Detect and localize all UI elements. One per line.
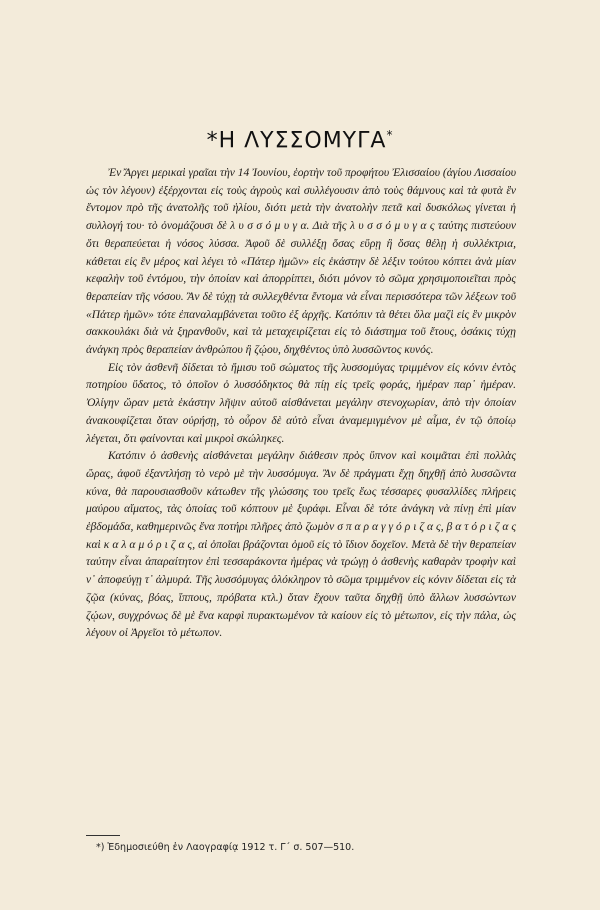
body-text [86, 165, 516, 643]
paragraph: Κατόπιν ὁ ἀσθενὴς αἰσθάνεται μεγάλην διάθεσιν πρὸς ὕπνον καὶ κοιμᾶται ἐπὶ πολλὰς ὥρας, ἀφοῦ ἐξαντλήσῃ τὸ νερὸ μὲ τὴν λυσσόμυγα. Ἂν δὲ πράγματι ἔχῃ δηχθῇ ἀπὸ λυσσῶντα κύνα, θὰ παρουσιασθοῦν κάτωθεν τῆς γλώσσης του τρεῖς ἕως τέσσαρες φυσαλλίδες πλήρεις μαύρου αἵματος, τὰς ὁποίας τοῦ κόπτουν μὲ ξυράφι. Εἶναι δὲ τότε ἀνάγκη νὰ πίνῃ ἐπὶ μίαν ἑβδομάδα, καθημερινῶς ἕνα ποτήρι πλῆρες ἀπὸ ζωμὸν σ π α ρ α γ γ ό ρ ι ζ α ς, β α τ ό ρ ι ζ α ς καὶ κ α λ α μ ό ρ ι ζ α ς, αἱ ὁποῖαι βράζονται ὁμοῦ εἰς τὸ ἴδιον δοχεῖον. Μετὰ δὲ τὴν θεραπείαν ταύτην εἶναι ἀπαραίτητον ἐπὶ τεσσαράκοντα ἡμέρας νὰ τρώγῃ ὁ ἀσθενὴς καθαρὰν τροφὴν καὶ ν᾽ ἀποφεύγῃ τ᾽ ἀλμυρά. Τῆς λυσσόμυγας ὁλόκληρον τὸ σῶμα τριμμένον εἰς κόνιν δίδεται εἰς τὰ ζῷα (κύνας, βόας, ἵππους, πρόβατα κτλ.) ὅταν ἔχουν ταῦτα δηχθῇ ὑπὸ ἄλλων λυσσώντων ζῴων, συγχρόνως δὲ μὲ ἕνα καρφὶ πυρακτωμένον τὰ καίουν εἰς τὸ μέτωπον, εἰς τὴν πάλα, ὡς λέγουν οἱ Ἀργεῖοι τὸ μέτωπον. [86, 450, 516, 640]
paragraph: Εἰς τὸν ἀσθενῆ δίδεται τὸ ἥμισυ τοῦ σώματος τῆς λυσσομύγας τριμμένον εἰς κόνιν ἐντὸς ποτηρίου ὕδατος, τὸ ὁποῖον ὁ λυσσόδηκτος θὰ πίῃ εἰς τρεῖς φοράς, ἡμέραν παρ᾽ ἡμέραν. Ὀλίγην ὥραν μετὰ ἑκάστην λῆψιν αὐτοῦ αἰσθάνεται μεγάλην στενοχωρίαν, ἀπὸ τὴν ὁποίαν ἀνακουφίζεται ὅταν οὐρήσῃ, τὸ οὖρον δὲ αὐτὸ εἶναι ἀναμεμιγμένον μὲ αἷμα, ἐν τῷ ὁποίῳ λέγεται, ὅτι φαίνονται καὶ μικροὶ σκώληκες. [86, 361, 516, 445]
title-text: *Η ΛΥΣΣΟΜΥΓΑ [206, 128, 387, 154]
paragraph: Ἐν Ἄργει μερικαὶ γραῖαι τὴν 14 Ἰουνίου, ἑορτὴν τοῦ προφήτου Ἐλισσαίου (ἁγίου Λισσαίου ὡς τὸν λέγουν) ἐξέρχονται εἰς τοὺς ἀγροὺς καὶ συλλέγουσιν ἀπὸ τοὺς θάμνους καὶ τὰ φυτὰ ἓν ἔντομον πρὸ τῆς ἀνατολῆς τοῦ ἡλίου, διότι μετὰ τὴν ἀνατολὴν πετᾶ καὶ δυσκόλως γίνεται ἡ συλλογή του· τὸ ὀνομάζουσι δὲ λ υ σ σ ό μ υ γ α. Διὰ τῆς λ υ σ σ ό μ υ γ α ς ταύτης πιστεύουν ὅτι θεραπεύεται ἡ νόσος λύσσα. Ἀφοῦ δὲ συλλέξῃ ὅσας εὕρῃ ἢ ὅσας θέλῃ ἡ συλλέκτρια, κάθεται εἰς ἓν μέρος καὶ λέγει τὸ «Πάτερ ἡμῶν» εἰς ἑκάστην δὲ λέξιν τούτου κόπτει ἀνὰ μίαν κεφαλὴν τοῦ ἐντόμου, τὴν ὁποίαν καὶ ἀπορρίπτει, διότι μόνον τὸ σῶμα χρησιμοποιεῖται πρὸς θεραπείαν τῆς νόσου. Ἂν δὲ τύχῃ τὰ συλλεχθέντα ἔντομα νὰ εἶναι περισσότερα τῶν λέξεων τοῦ «Πάτερ ἡμῶν» τότε ἐπαναλαμβάνεται τοῦτο ἐξ ἀρχῆς. Κατόπιν τὰ θέτει ὅλα μαζὶ εἰς ἓν μικρὸν σακκουλάκι διὰ νὰ ξηρανθοῦν, καὶ τὰ μεταχειρίζεται εἰς τὸ διάστημα τοῦ ἔτους, ὁσάκις τύχῃ ἀνάγκη πρὸς θεραπείαν ἀνθρώπου ἢ ζῴου, δηχθέντος ὑπὸ λυσσῶντος κυνός. [86, 167, 516, 357]
page-title [0, 128, 600, 153]
footnote: *) Ἐδημοσιεύθη ἐν Λαογραφίᾳ 1912 τ. Γ΄ σ. 507—510. [96, 842, 355, 853]
footnote-separator [86, 835, 120, 836]
title-footnote-mark: * [386, 128, 394, 142]
